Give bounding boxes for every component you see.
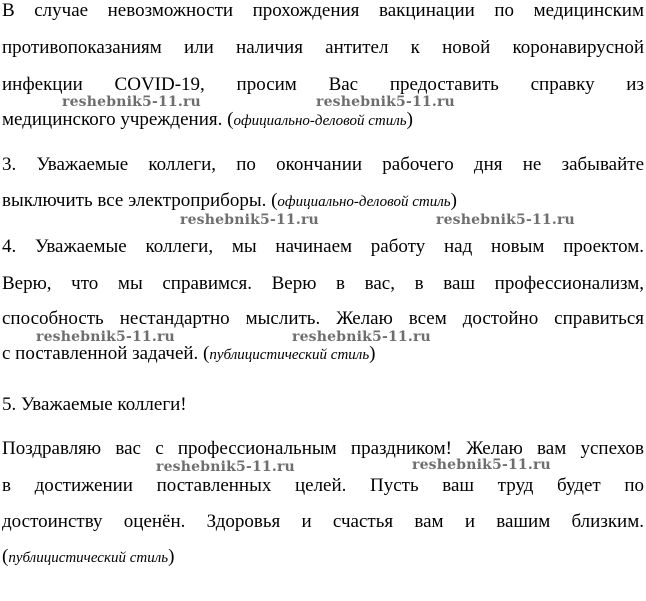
text-line-with-style-label (2, 190, 644, 213)
text-line: Поздравляю вас с профессиональным праздником! Желаю вам успехов (2, 438, 644, 459)
closing-paren: ) (369, 343, 376, 364)
text-line-with-style-label (2, 343, 644, 366)
text-line: 4. Уважаемые коллеги, мы начинаем работу над новым проектом. (2, 236, 644, 257)
style-label: официально-деловой стиль (277, 194, 451, 210)
text-fragment: медицинского учреждения. ( (2, 109, 234, 130)
text-fragment: выключить все электроприборы. ( (2, 190, 278, 211)
text-line-with-style-label (2, 109, 644, 132)
text-line-with-style-label (2, 546, 644, 569)
text-line: в достижении поставленных целей. Пусть ваш труд будет по (2, 475, 644, 496)
text-line: Верю, что мы справимся. Верю в вас, в ваш профессионализм, (2, 273, 644, 294)
text-line: 3. Уважаемые коллеги, по окончании рабочего дня не забывайте (2, 154, 644, 175)
text-line: В случае невозможности прохождения вакцинации по медицинским (2, 0, 644, 21)
greeting-heading: 5. Уважаемые коллеги! (2, 394, 187, 415)
closing-paren: ) (406, 109, 413, 130)
text-fragment: с поставленной задачей. ( (2, 343, 210, 364)
opening-paren: ( (2, 546, 9, 567)
text-line: способность нестандартно мыслить. Желаю всем достойно справиться (2, 308, 644, 329)
watermark: reshebnik5-11.ru (292, 329, 431, 345)
style-label: публицистический стиль (209, 347, 370, 363)
text-line: противопоказаниям или наличия антител к новой коронавирусной (2, 37, 644, 58)
watermark: reshebnik5-11.ru (180, 212, 319, 228)
closing-paren: ) (168, 546, 175, 567)
text-line: инфекции COVID-19, просим Вас предоставить справку из (2, 74, 644, 95)
watermark: reshebnik5-11.ru (316, 94, 455, 110)
style-label: публицистический стиль (8, 550, 169, 566)
watermark: reshebnik5-11.ru (62, 94, 201, 110)
closing-paren: ) (450, 190, 457, 211)
watermark: reshebnik5-11.ru (36, 329, 175, 345)
style-label: официально-деловой стиль (233, 113, 407, 129)
watermark: reshebnik5-11.ru (412, 457, 551, 473)
text-line: достоинству оценён. Здоровья и счастья вам и вашим близким. (2, 511, 644, 532)
watermark: reshebnik5-11.ru (436, 212, 575, 228)
watermark: reshebnik5-11.ru (156, 459, 295, 475)
